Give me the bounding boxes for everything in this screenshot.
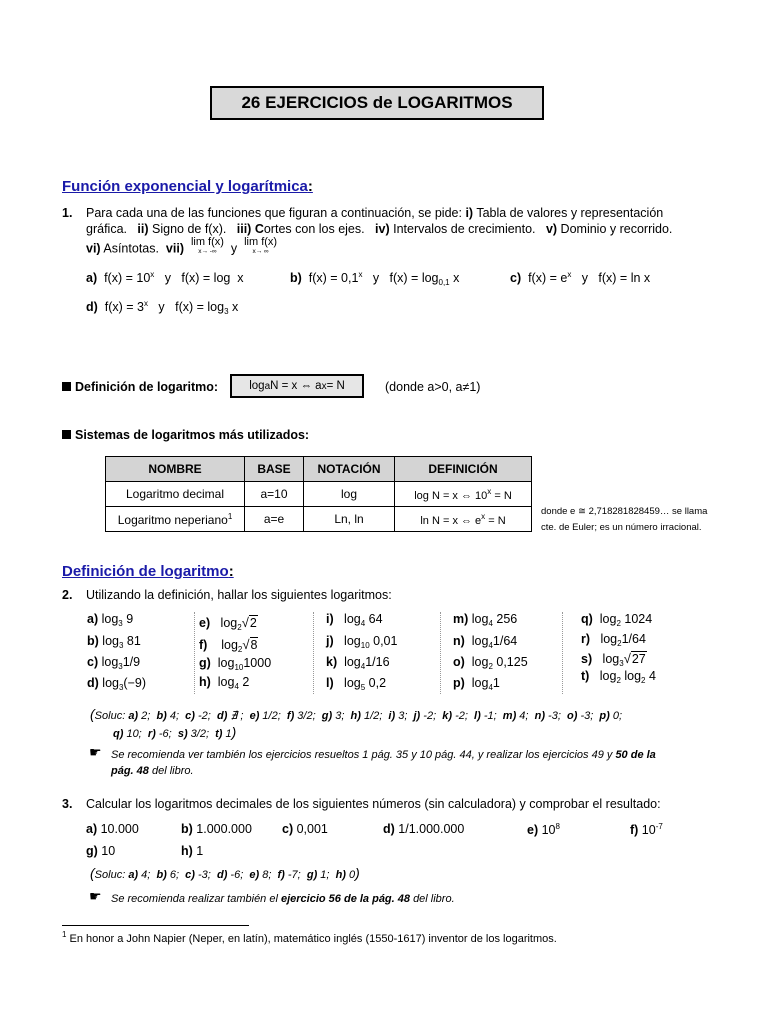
exercise-2-item-h: h) $\log_4 2$	[199, 675, 250, 691]
exercise-2-item-c: c) $\log_31/9$	[87, 655, 141, 671]
column-separator	[440, 612, 441, 694]
table-cell-definition: ln N = x ⇔ $e^x = N$	[395, 507, 532, 532]
column-separator	[194, 612, 195, 694]
exercise-2-item-f: f) $\log_2√8$	[199, 637, 258, 654]
exercise-3-item-d: d) 1/1.000.000	[383, 822, 465, 836]
table-cell: Logaritmo neperiano$^1$	[106, 507, 245, 532]
exercise-2-item-t: t) $\log_2 \log_2 4$	[581, 669, 656, 685]
recommendation-text: Se recomienda realizar también el	[111, 893, 278, 905]
exercise-3-item-c: c) 0,001	[282, 822, 328, 836]
recommendation-text: Se recomienda ver también los ejercicios resueltos 1 pág. 35 y 10 pág. 44, y realizar los ejercicios 49 y	[111, 749, 613, 761]
limit-plus-infinity	[244, 238, 277, 256]
limit-expression: lim f(x)	[190, 236, 224, 248]
limit-expression: lim f(x)	[244, 236, 278, 248]
bullet-square-icon	[62, 382, 71, 391]
exercise-2-item-g: g) $\log_{10}1000$	[199, 656, 272, 672]
exercise-2-solutions: (Soluc: a) 2; b) 4; c) -2; d) ∄ ; e) 1/2; f) 3/2; g) 3; h) 1/2; i) 3; j) -2; k) -2; l) -1; m) 4; n) -3; o) -3; p) 0;	[90, 706, 623, 722]
exercise-number: 1.	[62, 206, 73, 220]
exercise-1-line-1: Para cada una de las funciones que figuran a continuación, se pide: i) Tabla de valores y representación	[86, 206, 664, 220]
exercise-1-item-d: d) $f(x) = 3^x$ y $f(x) = \log_3 x$	[86, 299, 239, 316]
recommendation-bold: ejercicio 56 de la pág. 48	[280, 893, 410, 905]
definition-formula-box: log a N = x ⇔ a x = N	[230, 374, 364, 398]
exercise-number: 3.	[62, 797, 73, 811]
recommendation-bold: 50 de la	[615, 749, 656, 761]
recommendation-text: del libro.	[151, 765, 194, 777]
exercise-2-item-k: k) $\log_41/16$	[326, 655, 390, 671]
table-header: NOMBRE	[106, 457, 245, 482]
pointing-hand-icon: ☛	[89, 744, 102, 760]
exercise-3-item-f: f) $10^{-7}$	[630, 822, 663, 837]
conjunction-y: y	[230, 241, 238, 256]
euler-note: donde e ≅ 2,718281828459… se llama cte. de Euler; es un número irracional.	[541, 506, 708, 533]
page-title: 26 EJERCICIOS de LOGARITMOS	[210, 86, 544, 120]
exercise-3-item-e: e) $10^8$	[527, 822, 560, 837]
section-heading-text: Función exponencial y logarítmica	[62, 178, 308, 195]
exercise-3-item-g: g) 10	[86, 844, 116, 858]
exercise-2-item-l: l) $\log_5 0,2$	[326, 676, 387, 692]
recommendation-bold: pág. 48	[111, 765, 149, 777]
definition-conditions: (donde a>0, a≠1)	[385, 380, 481, 394]
bullet-square-icon	[62, 430, 71, 439]
exercise-2-item-q: q) $\log_2 1024$	[581, 612, 653, 628]
recommendation-text: del libro.	[413, 893, 455, 905]
exercise-2-solutions-cont: q) 10; r) -6; s) 3/2; t) 1)	[113, 724, 237, 740]
definition-label-text: Definición de logaritmo:	[75, 380, 219, 394]
exercise-2-item-s: s) $\log_3√27$	[581, 651, 646, 668]
table-cell: Ln, ln	[304, 507, 395, 532]
exercise-1-line-3: vi) Asíntotas. vii) lim f(x) x→ -∞ y lim f(x) x→ ∞	[86, 236, 278, 256]
exercise-3-statement: Calcular los logaritmos decimales de los siguientes números (sin calculadora) y comprobar el resultado:	[86, 797, 661, 811]
exercise-number: 2.	[62, 588, 73, 602]
exercise-2-item-r: r) $\log_21/64$	[581, 632, 646, 648]
exercise-3-recommendation	[111, 893, 455, 905]
limit-minus-infinity	[191, 238, 224, 256]
exercise-1-item-c: c) $f(x) = e^x$ y f(x) = ln x	[510, 270, 651, 285]
definition-label	[62, 380, 218, 394]
exercise-2-item-b: b) $\log_3 81$	[87, 634, 141, 650]
exercise-2-statement: Utilizando la definición, hallar los siguientes logaritmos:	[86, 588, 392, 602]
table-cell: a=e	[245, 507, 304, 532]
exercise-1-line-2: gráfica. ii) Signo de f(x). iii) Cortes con los ejes. iv) Intervalos de crecimiento. v) Dominio y recorrido.	[86, 222, 673, 236]
exercise-2-item-e: e) $\log_2√2$	[199, 615, 257, 632]
exercise-2-item-m: m) $\log_4 256$	[453, 612, 518, 628]
limit-subscript: x→ ∞	[252, 248, 269, 255]
section-heading-text: Definición de logaritmo	[62, 563, 229, 580]
systems-label	[62, 428, 309, 442]
table-cell: log	[304, 482, 395, 507]
table-header: NOTACIÓN	[304, 457, 395, 482]
table-cell-definition: log N = x ⇔ $10^x = N$	[395, 482, 532, 507]
column-separator	[562, 612, 563, 694]
footnote-divider	[62, 925, 249, 926]
section-heading-colon: :	[228, 563, 234, 580]
exercise-2-item-j: j) $\log_{10} 0,01$	[326, 634, 398, 650]
section-heading-definition	[62, 563, 234, 580]
pointing-hand-icon: ☛	[89, 888, 102, 904]
exercise-3-item-b: b) 1.000.000	[181, 822, 252, 836]
table-header-row	[106, 457, 532, 482]
exercise-2-item-n: n) $\log_41/64$	[453, 634, 518, 650]
footnote: $^1$ En honor a John Napier (Neper, en latín), matemático inglés (1550-1617) inventor de los logaritmos.	[62, 930, 557, 945]
exercise-2-recommendation-line-1	[111, 749, 656, 761]
exercise-3-solutions: (Soluc: a) 4; b) 6; c) -3; d) -6; e) 8; f) -7; g) 1; h) 0)	[90, 865, 360, 881]
section-heading-colon: :	[307, 178, 313, 195]
exercise-3-item-a: a) 10.000	[86, 822, 139, 836]
exercise-2-item-a: a) $\log_3 9$	[87, 612, 134, 628]
table-row	[106, 507, 532, 532]
exercise-2-item-o: o) $\log_2 0,125$	[453, 655, 528, 671]
exercise-3-item-h: h) 1	[181, 844, 204, 858]
section-heading-exponential	[62, 178, 313, 195]
exercise-1-item-b: b) $f(x) = 0,1^x$ y $f(x) = \log_{0,1} x$	[290, 270, 460, 287]
exercise-2-item-d: d) $\log_3(-9)$	[87, 676, 146, 692]
table-cell: Logaritmo decimal	[106, 482, 245, 507]
table-header: BASE	[245, 457, 304, 482]
column-separator	[313, 612, 314, 694]
table-header: DEFINICIÓN	[395, 457, 532, 482]
exercise-2-item-p: p) $\log_41$	[453, 676, 500, 692]
exercise-2-recommendation-line-2	[111, 765, 194, 777]
table-row	[106, 482, 532, 507]
table-cell: a=10	[245, 482, 304, 507]
limit-subscript: x→ -∞	[198, 248, 217, 255]
systems-label-text: Sistemas de logaritmos más utilizados:	[75, 428, 310, 442]
logarithm-systems-table	[105, 456, 532, 532]
exercise-1-item-a: a) $f(x) = 10^x$ y f(x) = log x	[86, 270, 244, 285]
exercise-2-item-i: i) $\log_4 64$	[326, 612, 383, 628]
